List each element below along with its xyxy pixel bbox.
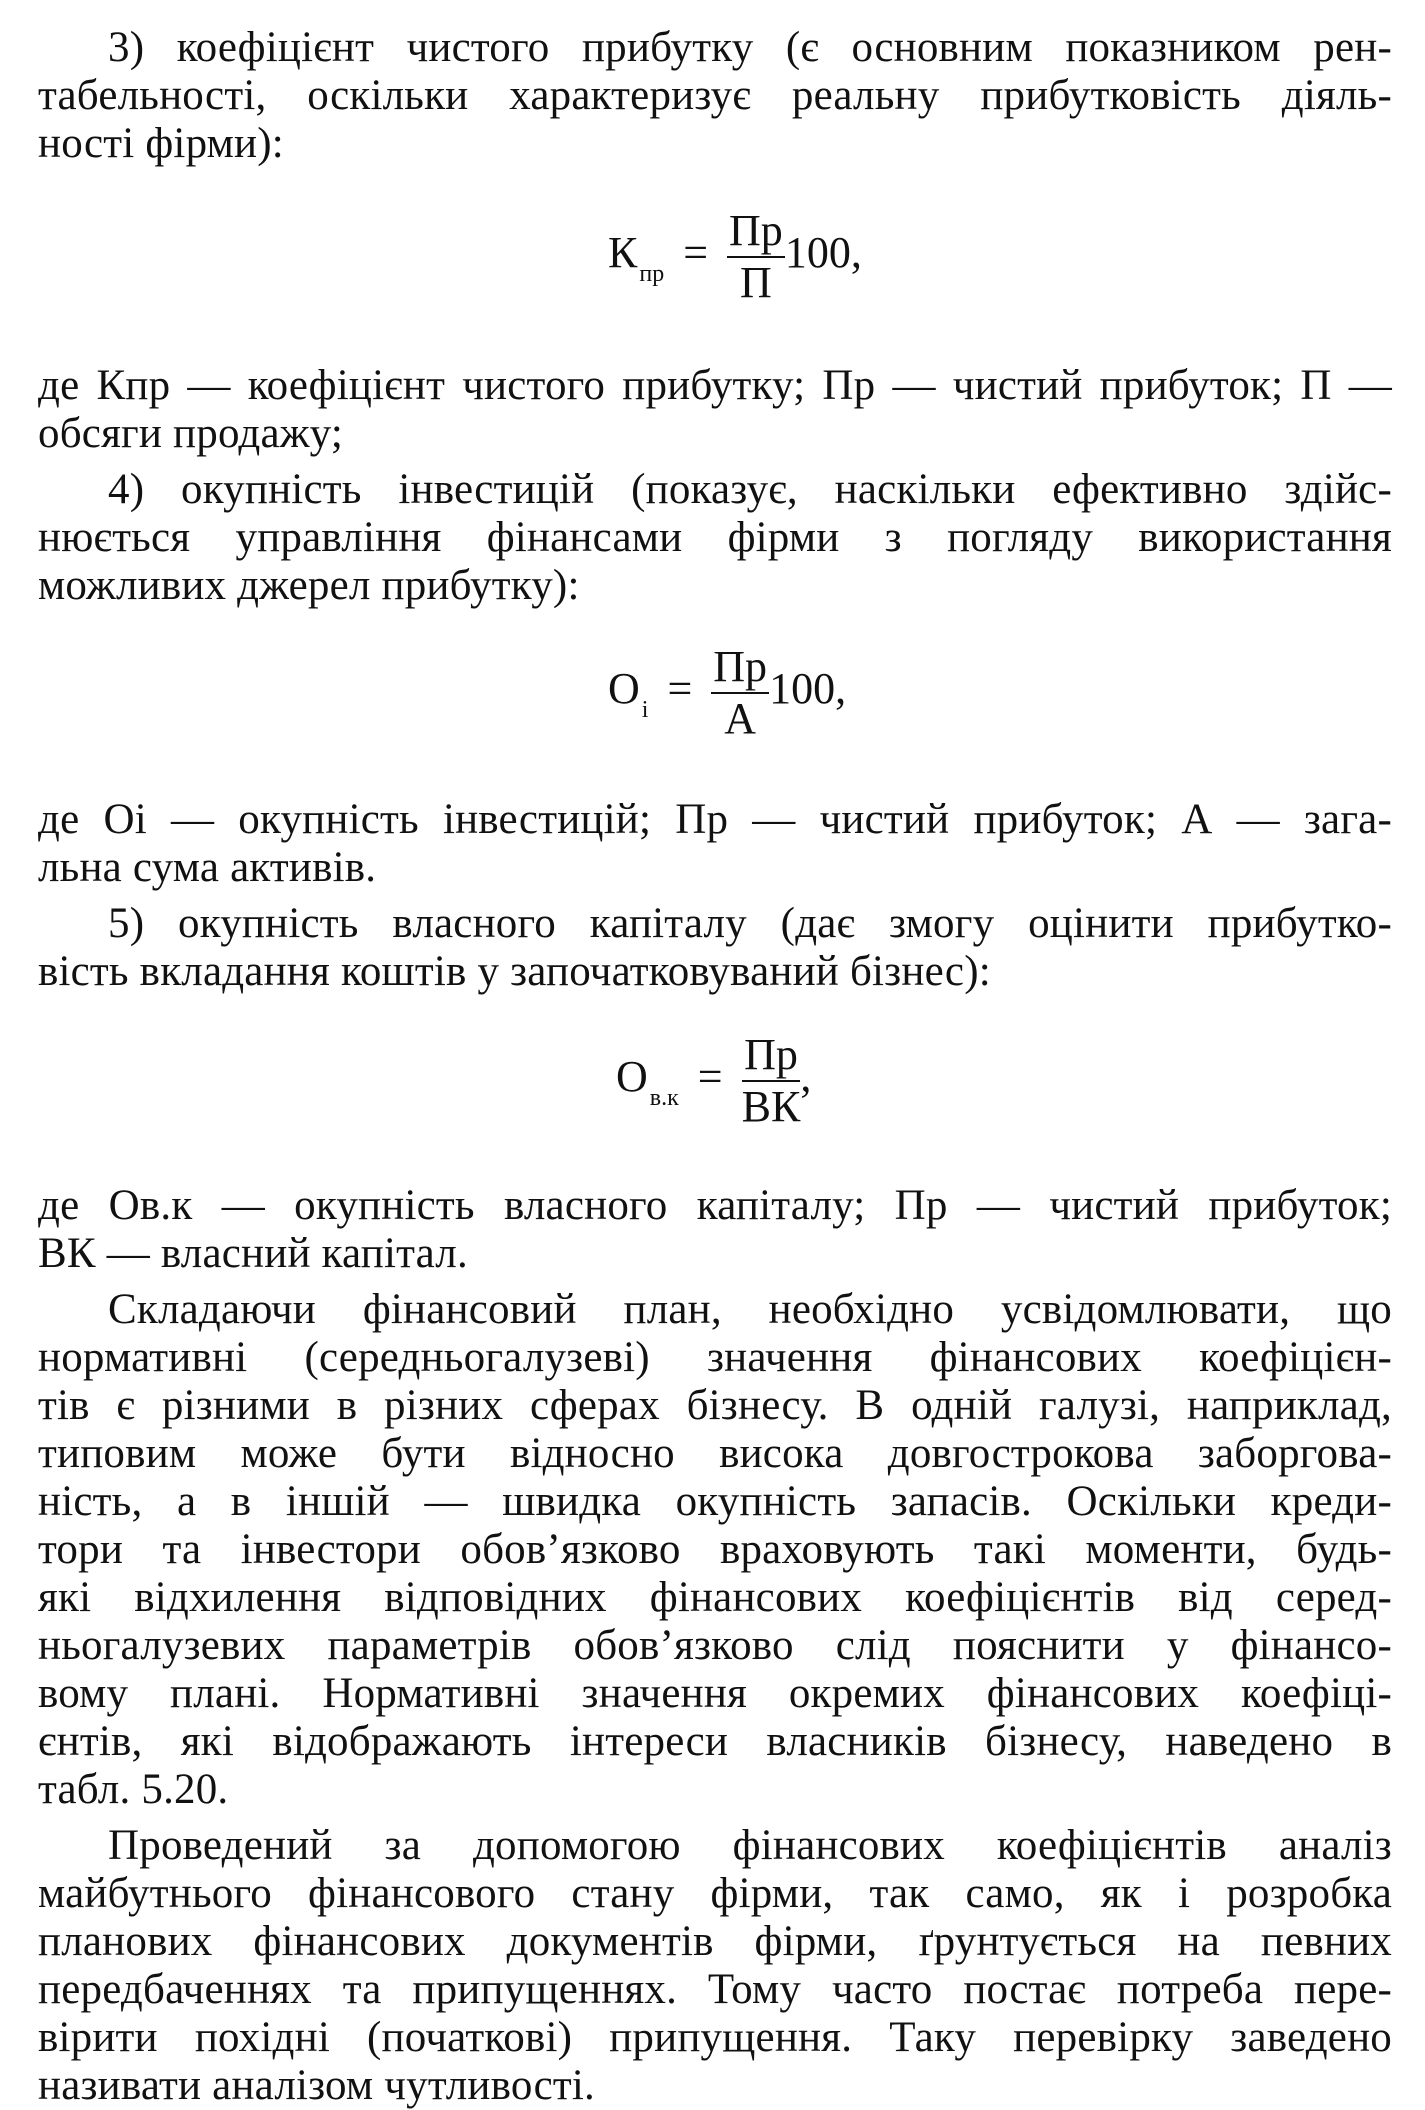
para7-line-5: вірити похідні (початкові) припущення. Таку перевірку заведено: [38, 2014, 1392, 2061]
formula3-fraction: [742, 1032, 801, 1130]
formula3-eq: =: [697, 1052, 723, 1102]
formula3-denominator: ВК: [741, 1082, 801, 1131]
para7-line-1: Проведений за допомогою фінансових коефіцієнтів аналіз: [108, 1822, 1392, 1869]
para6-line-5: ність, а в іншій — швидка окупність запасів. Оскільки креди-: [38, 1478, 1392, 1525]
formula2-eq: =: [667, 664, 693, 714]
para7-line-3: планових фінансових документів фірми, ґрунтується на певних: [38, 1918, 1392, 1965]
formula2-numerator: Пр: [711, 644, 769, 694]
para4-line-1: 4) окупність інвестицій (показує, наскільки ефективно здійс-: [108, 466, 1392, 513]
formula2-denominator: А: [724, 694, 757, 743]
para7-line-2: майбутнього фінансового стану фірми, так само, як і розробка: [38, 1870, 1392, 1917]
para3-line-1: 3) коефіцієнт чистого прибутку (є основним показником рен-: [108, 24, 1392, 71]
formula-net-profit-ratio: [608, 208, 862, 306]
where3-line-1: де Ов.к — окупність власного капіталу; Пр — чистий прибуток;: [38, 1182, 1392, 1229]
where1-line-2: обсяги продажу;: [38, 410, 343, 457]
formula-return-on-equity: [616, 1032, 811, 1130]
para7-line-6: називати аналізом чутливості.: [38, 2062, 595, 2109]
para6-line-1: Складаючи фінансовий план, необхідно усвідомлювати, що: [108, 1286, 1392, 1333]
formula2-lhs: О: [608, 664, 640, 714]
formula2-multiplier: 100: [769, 664, 836, 714]
para6-line-10: єнтів, які відображають інтереси власників бізнесу, наведено в: [38, 1718, 1392, 1765]
where2-line-2: льна сума активів.: [38, 844, 377, 891]
formula-return-on-investment: [608, 644, 846, 742]
para5-line-2: вість вкладання коштів у започатковуваний бізнес):: [38, 948, 991, 995]
para6-line-2: нормативні (середньогалузеві) значення фінансових коефіцієн-: [38, 1334, 1392, 1381]
para6-line-8: ньогалузевих параметрів обов’язково слід пояснити у фінансо-: [38, 1622, 1392, 1669]
para6-line-4: типовим може бути відносно висока довгострокова заборгова-: [38, 1430, 1392, 1477]
where2-line-1: де Оі — окупність інвестицій; Пр — чистий прибуток; А — зага-: [38, 796, 1392, 843]
para6-line-11: табл. 5.20.: [38, 1766, 229, 1813]
formula2-fraction: [711, 644, 769, 742]
formula1-eq: =: [683, 228, 709, 278]
formula3-numerator: Пр: [742, 1032, 801, 1082]
formula1-denominator: П: [740, 258, 772, 307]
para6-line-6: тори та інвестори обов’язково враховують такі моменти, будь-: [38, 1526, 1392, 1573]
para6-line-9: вому плані. Нормативні значення окремих фінансових коефіці-: [38, 1670, 1392, 1717]
para4-line-2: нюється управління фінансами фірми з погляду використання: [38, 514, 1392, 561]
para3-line-3: ності фірми):: [38, 120, 284, 167]
formula1-trail: ,: [850, 228, 862, 278]
where3-line-2: ВК — власний капітал.: [38, 1230, 468, 1277]
para6-line-3: тів є різними в різних сферах бізнесу. В одній галузі, наприклад,: [38, 1382, 1392, 1429]
formula1-lhs-sub: пр: [639, 261, 665, 288]
formula1-fraction: [727, 208, 785, 306]
where1-line-1: де Кпр — коефіцієнт чистого прибутку; Пр — чистий прибуток; П —: [38, 362, 1392, 409]
formula3-lhs: О: [616, 1052, 648, 1102]
para3-line-2: табельності, оскільки характеризує реальну прибутковість діяль-: [38, 72, 1392, 119]
para7-line-4: передбаченнях та припущеннях. Тому часто постає потреба пере-: [38, 1966, 1392, 2013]
para6-line-7: які відхилення відповідних фінансових коефіцієнтів від серед-: [38, 1574, 1392, 1621]
formula1-lhs: К: [608, 228, 638, 278]
formula1-multiplier: 100: [784, 228, 851, 278]
formula2-lhs-sub: і: [641, 697, 649, 724]
para5-line-1: 5) окупність власного капіталу (дає змогу оцінити прибутко-: [108, 900, 1392, 947]
formula3-trail: ,: [800, 1052, 812, 1102]
formula1-numerator: Пр: [727, 208, 785, 258]
formula2-trail: ,: [835, 664, 847, 714]
para4-line-3: можливих джерел прибутку):: [38, 562, 580, 609]
formula3-lhs-sub: в.к: [649, 1085, 679, 1112]
